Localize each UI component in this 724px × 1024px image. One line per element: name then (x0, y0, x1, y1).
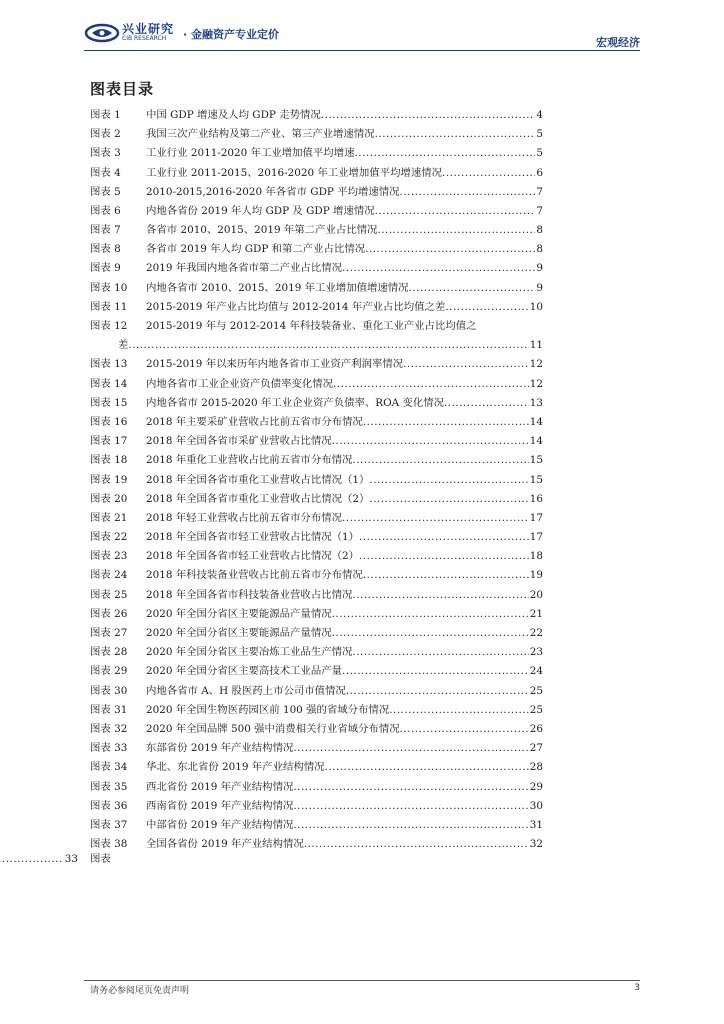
toc-figure-title: 2018 年全国各省市轻工业营收占比情况（1） (146, 531, 359, 544)
toc-page-number: 8 (536, 224, 543, 237)
toc-page-number: 28 (529, 761, 543, 774)
toc-figure-label: 图表 33 (90, 742, 128, 755)
toc-figure-title: 2018 年全国各省市重化工业营收占比情况（1） (146, 473, 370, 486)
toc-page-number: 8 (536, 243, 543, 256)
toc-page-number: 14 (529, 415, 543, 428)
dot-leader (332, 432, 529, 451)
toc-entry[interactable] (90, 375, 543, 394)
toc-figure-label: 图表 12 (90, 320, 128, 333)
toc-figure-title: 东部省份 2019 年产业结构情况 (146, 742, 294, 755)
toc-figure-label: 图表 7 (90, 224, 121, 237)
toc-entry[interactable] (90, 701, 543, 720)
toc-figure-label: 图表 38 (90, 838, 128, 851)
page-header (0, 0, 724, 50)
toc-page-number: 31 (529, 818, 543, 831)
toc-figure-label: 图表 37 (90, 818, 128, 831)
toc-entry[interactable] (90, 240, 543, 259)
toc-entry[interactable] (90, 221, 543, 240)
toc-figure-label: 图表 16 (90, 415, 128, 428)
toc-figure-title: 2010-2015,2016-2020 年各省市 GDP 平均增速情况 (146, 185, 400, 198)
dot-leader (400, 720, 529, 739)
toc-page-number: 15 (529, 454, 543, 467)
header-category: 宏观经济 (596, 36, 640, 49)
toc-entry[interactable] (90, 797, 543, 816)
toc-figure-label: 图表 21 (90, 511, 128, 524)
toc-entry[interactable] (90, 586, 543, 605)
toc-figure-title: 2015-2019 年与 2012-2014 年科技装备业、重化工业产业占比均值之 (146, 320, 477, 333)
toc-entry[interactable] (90, 260, 543, 279)
toc-figure-label: 图表 13 (90, 358, 128, 371)
toc-entry[interactable] (90, 643, 543, 662)
toc-entry[interactable] (90, 567, 543, 586)
toc-page-number: 33 (64, 853, 78, 865)
dot-leader (293, 739, 528, 758)
toc-figure-title: 西北省份 2019 年产业结构情况 (146, 780, 294, 793)
toc-figure-title: 2018 年全国各省市科技装备业营收占比情况 (146, 588, 353, 601)
toc-figure-label: 图表 36 (90, 799, 128, 812)
toc-figure-title: 华北、东北省份 2019 年产业结构情况 (146, 761, 325, 774)
toc-entry[interactable] (90, 835, 543, 854)
toc-page-number: 17 (529, 531, 543, 544)
toc-entry[interactable] (90, 202, 543, 221)
toc-entry[interactable] (90, 125, 543, 144)
dot-leader (409, 279, 536, 298)
toc-page-number: 25 (529, 703, 543, 716)
toc-page-number: 12 (529, 358, 543, 371)
toc-entry[interactable] (90, 662, 543, 681)
dot-leader (359, 547, 529, 566)
dot-leader (333, 375, 529, 394)
dot-leader (342, 509, 529, 528)
dot-leader (365, 240, 535, 259)
toc-page-number: 20 (529, 588, 543, 601)
dot-leader (369, 490, 528, 509)
toc-figure-title: 2018 年主要采矿业营收占比前五省市分布情况 (146, 415, 363, 428)
toc-entry[interactable] (90, 183, 543, 202)
toc-figure-label: 图表 30 (90, 684, 128, 697)
dot-leader (325, 758, 529, 777)
toc-figure-title: 西南省份 2019 年产业结构情况 (146, 799, 294, 812)
toc-page-number: 24 (529, 665, 543, 678)
table-of-figures (90, 106, 543, 854)
footer-page-number: 3 (634, 983, 640, 993)
toc-figure-title: 2020 年全国分省区主要冶炼工业品生产情况 (146, 646, 353, 659)
dot-leader (377, 221, 535, 240)
toc-page-number: 19 (529, 569, 543, 582)
toc-entry[interactable] (90, 624, 543, 643)
toc-figure-title: 各省市 2010、2015、2019 年第二产业占比情况 (146, 224, 378, 237)
toc-page-number: 29 (529, 780, 543, 793)
toc-figure-title: 2018 年全国各省市重化工业营收占比情况（2） (146, 492, 370, 505)
toc-figure-title: 内地各省份 2019 年人均 GDP 及 GDP 增速情况 (146, 204, 375, 217)
stray-toc-entry (0, 850, 90, 869)
stray-toc-label: 图表 (90, 853, 111, 865)
toc-page-number: 25 (529, 684, 543, 697)
toc-page-number: 4 (536, 108, 543, 121)
toc-page-number: 7 (536, 185, 543, 198)
toc-figure-title: 工业行业 2011-2015、2016-2020 年工业增加值平均增速情况 (146, 166, 443, 179)
toc-figure-title: 2015-2019 年产业占比均值与 2012-2014 年产业占比均值之差 (146, 300, 446, 313)
toc-figure-label: 图表 20 (90, 492, 128, 505)
toc-entry[interactable] (90, 317, 543, 336)
toc-entry[interactable] (90, 739, 543, 758)
dot-leader (363, 413, 529, 432)
toc-figure-label: 图表 28 (90, 646, 128, 659)
toc-entry[interactable] (90, 758, 543, 777)
dot-leader (400, 183, 536, 202)
toc-figure-label: 图表 17 (90, 435, 128, 448)
toc-figure-label: 图表 35 (90, 780, 128, 793)
toc-entry[interactable] (90, 355, 543, 374)
toc-page-number: 21 (529, 607, 543, 620)
dot-leader (363, 566, 529, 585)
toc-figure-label: 图表 1 (90, 108, 121, 121)
toc-figure-title: 2018 年重化工业营收占比前五省市分布情况 (146, 454, 353, 467)
toc-entry[interactable] (90, 778, 543, 797)
toc-entry[interactable] (90, 394, 543, 413)
toc-figure-title: 2018 年轻工业营收占比前五省市分布情况 (146, 511, 342, 524)
dot-leader (293, 778, 528, 797)
toc-figure-label: 图表 27 (90, 627, 128, 640)
toc-page-number: 13 (529, 396, 543, 409)
toc-figure-title: 2018 年全国各省市轻工业营收占比情况（2） (146, 550, 359, 563)
toc-page-number: 9 (536, 262, 543, 275)
toc-figure-title: 各省市 2019 年人均 GDP 和第二产业占比情况 (146, 243, 366, 256)
footer-divider (84, 980, 640, 981)
toc-page-number: 18 (529, 550, 543, 563)
toc-entry[interactable] (90, 509, 543, 528)
dot-leader (375, 202, 536, 221)
toc-figure-label: 图表 22 (90, 531, 128, 544)
dot-leader (444, 394, 529, 413)
toc-page-number: 5 (536, 128, 543, 141)
toc-entry[interactable] (90, 144, 543, 163)
toc-figure-label: 图表 32 (90, 722, 128, 735)
toc-entry[interactable] (90, 106, 543, 125)
toc-figure-title: 内地各省市工业企业资产负债率变化情况 (146, 377, 334, 390)
toc-entry[interactable] (90, 471, 543, 490)
toc-figure-label: 图表 4 (90, 166, 121, 179)
toc-figure-label: 图表 8 (90, 243, 121, 256)
toc-entry[interactable] (90, 682, 543, 701)
dot-leader (321, 106, 536, 125)
dot-leader (375, 125, 536, 144)
toc-page-number: 10 (529, 300, 543, 313)
toc-entry[interactable] (90, 413, 543, 432)
toc-figure-label: 图表 18 (90, 454, 128, 467)
toc-figure-title: 中部省份 2019 年产业结构情况 (146, 818, 294, 831)
toc-page-number: 12 (529, 377, 543, 390)
toc-figure-title: 内地各省市 A、H 股医药上市公司市值情况 (146, 684, 346, 697)
toc-figure-label: 图表 24 (90, 569, 128, 582)
toc-figure-label: 图表 19 (90, 473, 128, 486)
toc-figure-label: 图表 9 (90, 262, 121, 275)
toc-page-number: 27 (529, 742, 543, 755)
header-divider (84, 50, 640, 51)
toc-entry[interactable] (90, 432, 543, 451)
toc-figure-title: 工业行业 2011-2020 年工业增加值平均增速 (146, 147, 355, 160)
toc-figure-title: 2020 年全国分省区主要能源品产量情况 (146, 607, 332, 620)
toc-figure-label: 图表 3 (90, 147, 121, 160)
toc-page-number: 9 (536, 281, 543, 294)
toc-figure-title: 2019 年我国内地各省市第二产业占比情况 (146, 262, 342, 275)
cib-logo-icon (84, 23, 120, 43)
dot-leader (352, 586, 528, 605)
toc-figure-label: 图表 14 (90, 377, 128, 390)
dot-leader (445, 298, 528, 317)
toc-page-number: 23 (529, 646, 543, 659)
toc-figure-label: 图表 23 (90, 550, 128, 563)
toc-figure-title: 2018 年科技装备业营收占比前五省市分布情况 (146, 569, 363, 582)
toc-entry[interactable] (90, 547, 543, 566)
toc-figure-title: 我国三次产业结构及第二产业、第三产业增速情况 (146, 128, 375, 141)
dot-leader (293, 797, 528, 816)
dot-leader (0, 850, 63, 869)
toc-page-number: 14 (529, 435, 543, 448)
toc-page-number: 16 (529, 492, 543, 505)
toc-figure-label: 图表 31 (90, 703, 128, 716)
toc-figure-title: 内地各省市 2010、2015、2019 年工业增加值增速情况 (146, 281, 409, 294)
toc-figure-title: 2020 年全国品牌 500 强中消费相关行业省域分布情况 (146, 722, 400, 735)
toc-entry[interactable] (90, 279, 543, 298)
toc-page-number: 26 (529, 722, 543, 735)
toc-entry[interactable] (90, 298, 543, 317)
toc-figure-label: 图表 26 (90, 607, 128, 620)
toc-figure-title: 中国 GDP 增速及人均 GDP 走势情况 (146, 108, 321, 121)
toc-figure-label: 图表 2 (90, 128, 121, 141)
toc-figure-label: 图表 10 (90, 281, 128, 294)
toc-figure-label: 图表 15 (90, 396, 128, 409)
dot-leader (293, 816, 528, 835)
dot-leader (389, 701, 529, 720)
toc-entry[interactable] (90, 451, 543, 470)
toc-page-number: 30 (529, 799, 543, 812)
toc-page-number: 7 (536, 204, 543, 217)
toc-figure-title: 2015-2019 年以来历年内地各省市工业资产利润率情况 (146, 358, 404, 371)
dot-leader (352, 451, 528, 470)
dot-leader (442, 164, 535, 183)
header-section-title: · 金融资产专业定价 (183, 28, 280, 41)
dot-leader (332, 624, 529, 643)
toc-figure-label: 图表 6 (90, 204, 121, 217)
toc-page-number: 32 (529, 838, 543, 851)
toc-figure-title: 2020 年全国分省区主要能源品产量情况 (146, 627, 332, 640)
toc-page-number: 22 (529, 627, 543, 640)
dot-leader (369, 471, 528, 490)
dot-leader (342, 259, 535, 278)
toc-figure-label: 图表 34 (90, 761, 128, 774)
toc-page-number: 17 (529, 511, 543, 524)
brand-name-english: CIB RESEARCH (122, 35, 167, 42)
toc-page-number: 15 (529, 473, 543, 486)
toc-figure-title-continuation: 差 (118, 339, 129, 352)
toc-figure-title: 全国各省份 2019 年产业结构情况 (146, 838, 304, 851)
toc-entry-continuation[interactable] (90, 336, 543, 355)
dot-leader (354, 144, 535, 163)
toc-figure-label: 图表 11 (90, 300, 128, 313)
toc-figure-title: 2020 年全国生物医药园区前 100 强的省域分布情况 (146, 703, 390, 716)
dot-leader (304, 835, 529, 854)
brand-name: 兴业研究 (122, 22, 175, 36)
dot-leader (359, 528, 529, 547)
dot-leader (342, 662, 529, 681)
toc-entry[interactable] (90, 720, 543, 739)
toc-entry[interactable] (90, 816, 543, 835)
toc-page-number: 5 (536, 147, 543, 160)
toc-page-number: 11 (529, 339, 543, 352)
toc-entry[interactable] (90, 164, 543, 183)
dot-leader (332, 605, 529, 624)
toc-figure-label: 图表 25 (90, 588, 128, 601)
footer-disclaimer: 请务必参阅尾页免责声明 (90, 986, 190, 996)
toc-page-number: 6 (536, 166, 543, 179)
toc-figure-title: 内地各省市 2015-2020 年工业企业资产负债率、ROA 变化情况 (146, 396, 444, 409)
dot-leader (403, 355, 529, 374)
dot-leader (352, 643, 528, 662)
toc-figure-title: 2020 年全国分省区主要高技术工业品产量 (146, 665, 342, 678)
dot-leader (128, 336, 528, 355)
toc-entry[interactable] (90, 605, 543, 624)
toc-entry[interactable] (90, 528, 543, 547)
toc-figure-label: 图表 5 (90, 185, 121, 198)
toc-figure-label: 图表 29 (90, 665, 128, 678)
toc-entry[interactable] (90, 490, 543, 509)
toc-figure-title: 2018 年全国各省市采矿业营收占比情况 (146, 435, 332, 448)
dot-leader (346, 682, 529, 701)
toc-title: 图表目录 (90, 80, 155, 98)
